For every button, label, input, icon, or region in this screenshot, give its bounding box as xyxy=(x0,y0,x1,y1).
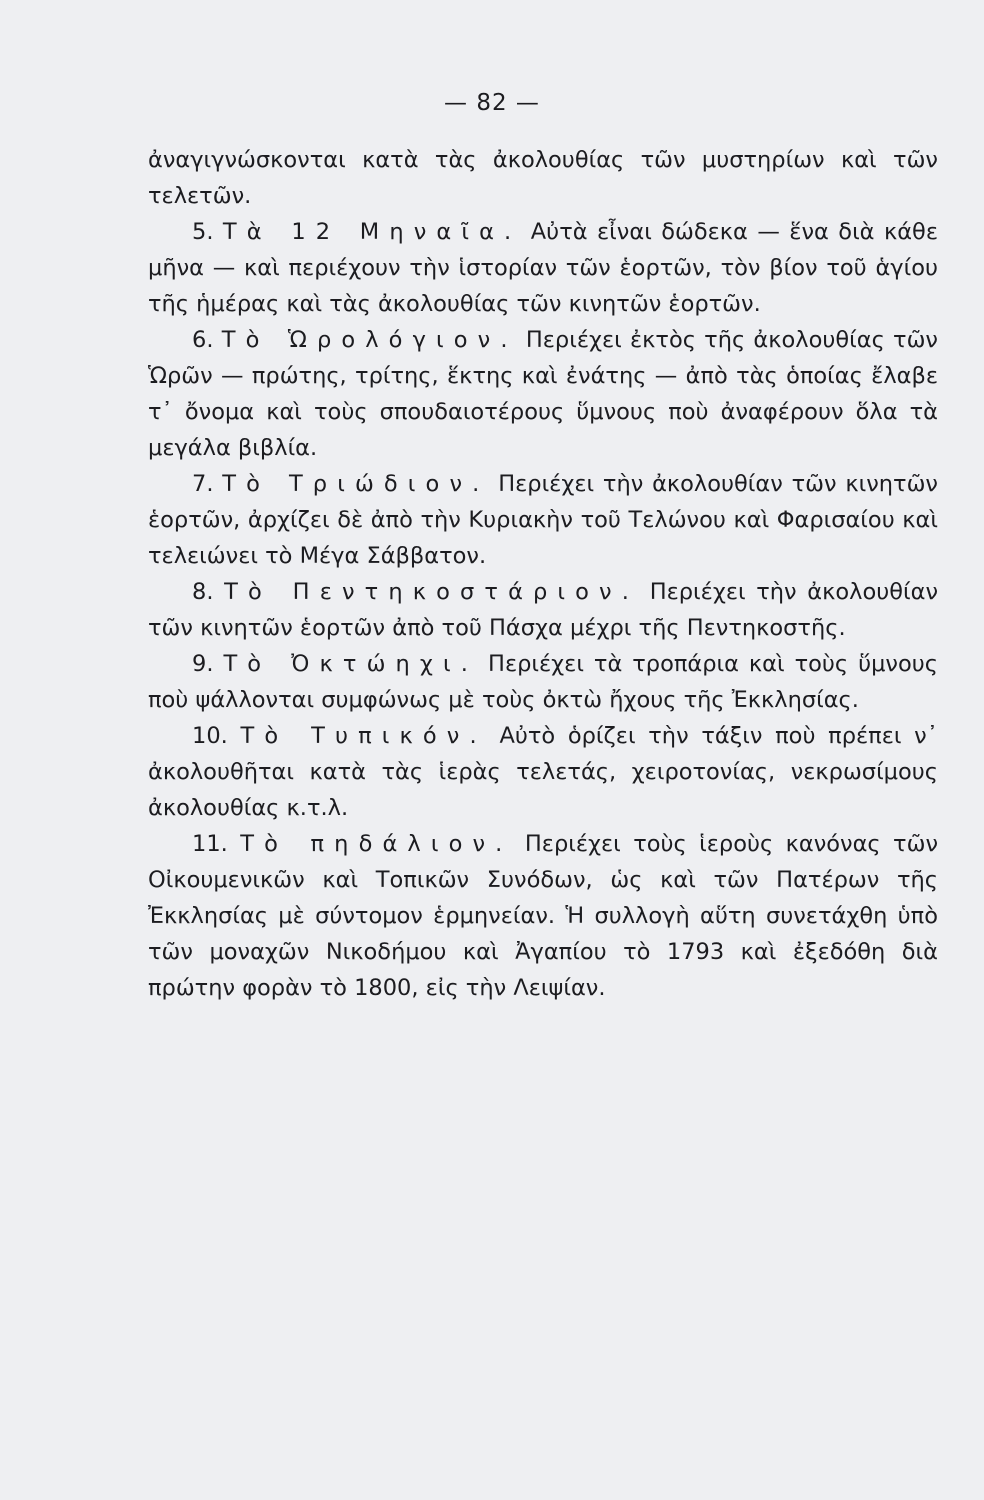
paragraph-continuation: ἀναγιγνώσκονται κατὰ τὰς ἀκολουθίας τῶν μυστηρίων καὶ τῶν τελετῶν. xyxy=(148,147,938,209)
paragraph-item-11: 11. Τὸ πηδάλιον. Περιέχει τοὺς ἱεροὺς κανόνας τῶν Οἰκουμενικῶν καὶ Τοπικῶν Συνόδων, ὡς καὶ τῶν Πατέρων τῆς Ἐκκλησίας μὲ σύντομον ἑρμηνείαν. Ἡ συλλογὴ αὕτη συνετάχθη ὑπὸ τῶν μοναχῶν Νικοδήμου καὶ Ἀγαπίου τὸ 1793 καὶ ἐξεδόθη διὰ πρώτην φορὰν τὸ 1800, εἰς τὴν Λειψίαν. xyxy=(148,831,939,1001)
page-number: — 82 — xyxy=(444,90,540,116)
paragraph-item-10: 10. Τὸ Τυπικόν. Αὐτὸ ὁρίζει τὴν τάξιν ποὺ πρέπει ν᾽ ἀκολουθῆται κατὰ τὰς ἱερὰς τελετάς, χειροτονίας, νεκρωσίμους ἀκολουθίας κ.τ.λ. xyxy=(148,723,938,821)
paragraph-item-7: 7. Τὸ Τριώδιον. Περιέχει τὴν ἀκολουθίαν τῶν κινητῶν ἑορτῶν, ἀρχίζει δὲ ἀπὸ τὴν Κυριακὴν τοῦ Τελώνου καὶ Φαρισαίου καὶ τελειώνει τὸ Μέγα Σάββατον. xyxy=(148,471,939,569)
paragraph-item-6: 6. Τὸ Ὡρολόγιον. Περιέχει ἐκτὸς τῆς ἀκολουθίας τῶν Ὡρῶν — πρώτης, τρίτης, ἕκτης καὶ ἐνάτης — ἀπὸ τὰς ὁποίας ἔλαβε τ᾽ ὄνομα καὶ τοὺς σπουδαιοτέρους ὕμνους ποὺ ἀναφέρουν ὅλα τὰ μεγάλα βιβλία. xyxy=(148,327,938,461)
paragraph-item-5: 5. Τὰ 12 Μηναῖα. Αὐτὰ εἶναι δώδεκα — ἕνα διὰ κάθε μῆνα — καὶ περιέχουν τὴν ἱστορίαν τῶν ἑορτῶν, τὸν βίον τοῦ ἁγίου τῆς ἡμέρας καὶ τὰς ἀκολουθίας τῶν κινητῶν ἑορτῶν. xyxy=(148,219,938,317)
body-text xyxy=(148,142,938,1006)
paragraph-item-8: 8. Τὸ Πεντηκοστάριον. Περιέχει τὴν ἀκολουθίαν τῶν κινητῶν ἑορτῶν ἀπὸ τοῦ Πάσχα μέχρι τῆς Πεντηκοστῆς. xyxy=(148,579,939,641)
paragraph-item-9: 9. Τὸ Ὀκτώηχι. Περιέχει τὰ τροπάρια καὶ τοὺς ὕμνους ποὺ ψάλλονται συμφώνως μὲ τοὺς ὀκτὼ ἤχους τῆς Ἐκκλησίας. xyxy=(148,651,938,713)
